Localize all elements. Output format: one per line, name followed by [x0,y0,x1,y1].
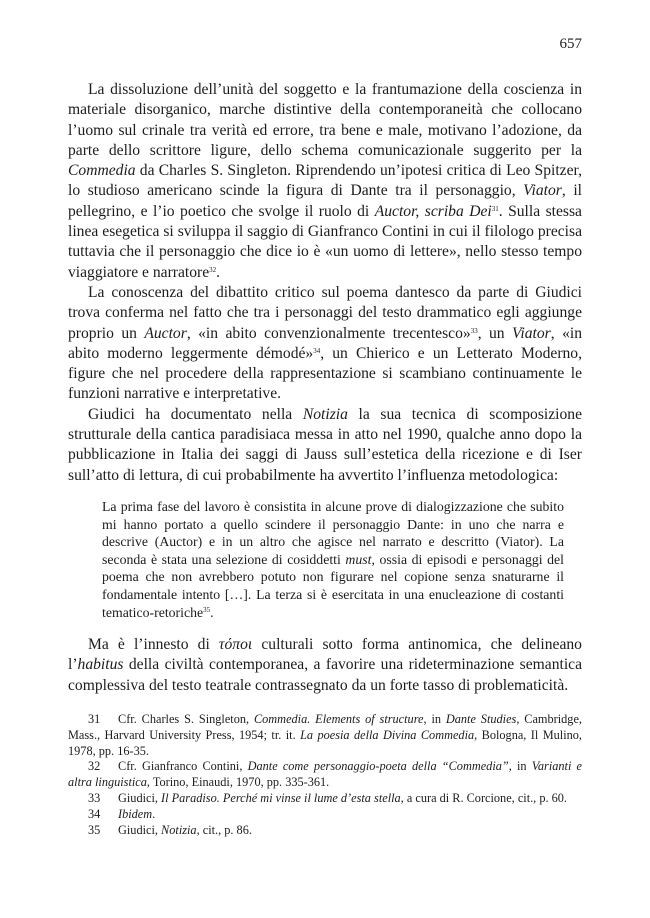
footnotes [68,712,582,838]
text-run: , in [423,712,446,726]
text-run: Cfr. Charles S. Singleton, [118,712,254,726]
italic-text: Viator [512,324,551,342]
text-run: . [210,604,214,620]
italic-text: Dante Studies [445,712,517,726]
footnote [68,759,582,791]
footnote-marker: 32 [209,265,217,274]
italic-text: τόποι [218,636,253,654]
italic-text: Viator [523,182,562,200]
footnote-text [68,759,582,789]
text-run: , un Chierico e un Letterato Moderno, figure che nel procedere della rappresentazione si scambiano continuamente le funzioni narrative e interpretative. [68,344,583,403]
text-run: , «in abito moderno leggermente démodé» [68,324,583,362]
text-run: , un [477,324,513,342]
text-run: , Cambridge, Mass., Harvard University Press, 1954; tr. it. [68,712,582,742]
footnote-marker: 34 [313,346,321,355]
footnote-text [118,791,567,805]
text-run: La dissoluzione dell’unità del soggetto e la frantumazione della coscienza in materiale disorganico, marche distintive della contemporaneità che collocano l’uomo sul crinale tra verità ed errore, tra bene e male, motivano l’adozione, da parte dello scrittore ligure, dello schema comunicazionale suggerito per la [68,81,582,159]
text-run: da Charles S. Singleton. Riprendendo un’ipotesi critica di Leo Spitzer, lo studioso americano scinde la figura di Dante tra il personaggio, [68,162,582,200]
text-run: Giudici, [118,822,162,837]
italic-text: Il Paradiso. Perché mi vinse il lume d’esta stella [161,790,401,805]
text-run: culturali sotto forma antinomica, che delineano l’ [68,636,582,674]
text-run: Giudici, [118,790,162,805]
text-run: Cfr. Gianfranco Contini, [118,759,248,774]
italic-text: Auctor, scriba Dei [374,202,492,220]
text-run: , il pellegrino, e l’io poetico che svolge il ruolo di [68,182,582,220]
italic-text: Auctor [144,324,187,342]
footnote-number: 35 [88,822,101,837]
footnote-number: 33 [88,790,101,805]
footnote [68,712,582,759]
text-run: Giudici ha documentato nella [88,405,303,423]
text-run: . Sulla stessa linea esegetica si sviluppa il saggio di Gianfranco Contini in cui il filologo precisa tuttavia che il personaggio che dice io è «un uomo di lettere», nello stesso tempo viaggiatore e narratore [68,202,582,281]
italic-text: Notizia [161,822,197,837]
paragraph [68,80,582,283]
paragraph [68,283,582,405]
page-number: 657 [559,36,582,52]
italic-text: habitus [77,656,124,674]
footnote [68,823,582,839]
footnote-marker: 31 [491,204,499,213]
text-run: La prima fase del lavoro è consistita in alcune prove di dialogizzazione che subito mi hanno portato a quello scindere il personaggio Dante: in uno che narra e descrive (Auctor) e in un altro che agisce nel narrato e descritto (Viator). La seconda è stata una selezione di cosiddetti [102,498,564,567]
paragraph [68,405,582,486]
text-run: , cit., p. 86. [196,822,252,837]
footnote-text [118,807,155,821]
footnote-marker: 35 [203,605,211,614]
footnote [68,807,582,823]
footnote-number: 32 [88,759,101,774]
text-run: , «in abito convenzionalmente trecentesco» [186,324,471,342]
text-run: , ossia di episodi e personaggi del poema che non avrebbero potuto non figurare nel copione senza snaturarne il fondamentale intento […]. La terza si è esercitata in una enucleazione di costanti tematico-retoriche [102,551,564,620]
text-run: della civiltà contemporanea, a favorire una rideterminazione semantica complessiva del testo teatrale contrassegnato da un forte tasso di problematicità. [68,656,582,694]
block-quote [68,498,582,621]
main-text [68,80,582,696]
footnote-text [68,712,582,758]
text-run: , Torino, Einaudi, 1970, pp. 335-361. [146,775,330,790]
text-run: Ma è l’innesto di [88,636,219,654]
italic-text: Commedia. Elements of structure [253,712,424,726]
text-run: , a cura di R. Corcione, cit., p. 60. [400,790,567,805]
italic-text: must [345,551,372,567]
italic-text: Ibidem [118,806,153,821]
italic-text: La poesia della Divina Commedia [300,727,475,742]
footnote-marker: 33 [470,326,478,335]
footnote-number: 31 [88,712,101,726]
text-run: . [216,263,221,281]
paragraph [68,635,582,696]
italic-text: Dante come personaggio-poeta della “Commedia” [247,759,509,774]
italic-text: Commedia [68,162,136,180]
footnote [68,791,582,807]
text-run: . [152,806,156,821]
text-run: , in [508,759,532,774]
text-run: La conoscenza del dibattito critico sul poema dantesco da parte di Giudici trova conferma nel fatto che tra i personaggi del testo drammatico egli aggiunge proprio un [68,283,582,342]
italic-text: Notizia [302,405,348,423]
text-run: , Bologna, Il Mulino, 1978, pp. 16-35. [68,727,582,758]
footnote-number: 34 [88,806,101,821]
italic-text: Varianti e altra linguistica [68,759,582,790]
text-run: la sua tecnica di scomposizione strutturale della cantica paradisiaca messa in atto nel 1990, qualche anno dopo la pubblicazione in Italia dei saggi di Jauss sull’estetica della ricezione e di Iser sull’atto di lettura, di cui probabilmente ha avvertito l’influenza metodologica: [68,405,582,484]
footnote-text [118,823,252,837]
